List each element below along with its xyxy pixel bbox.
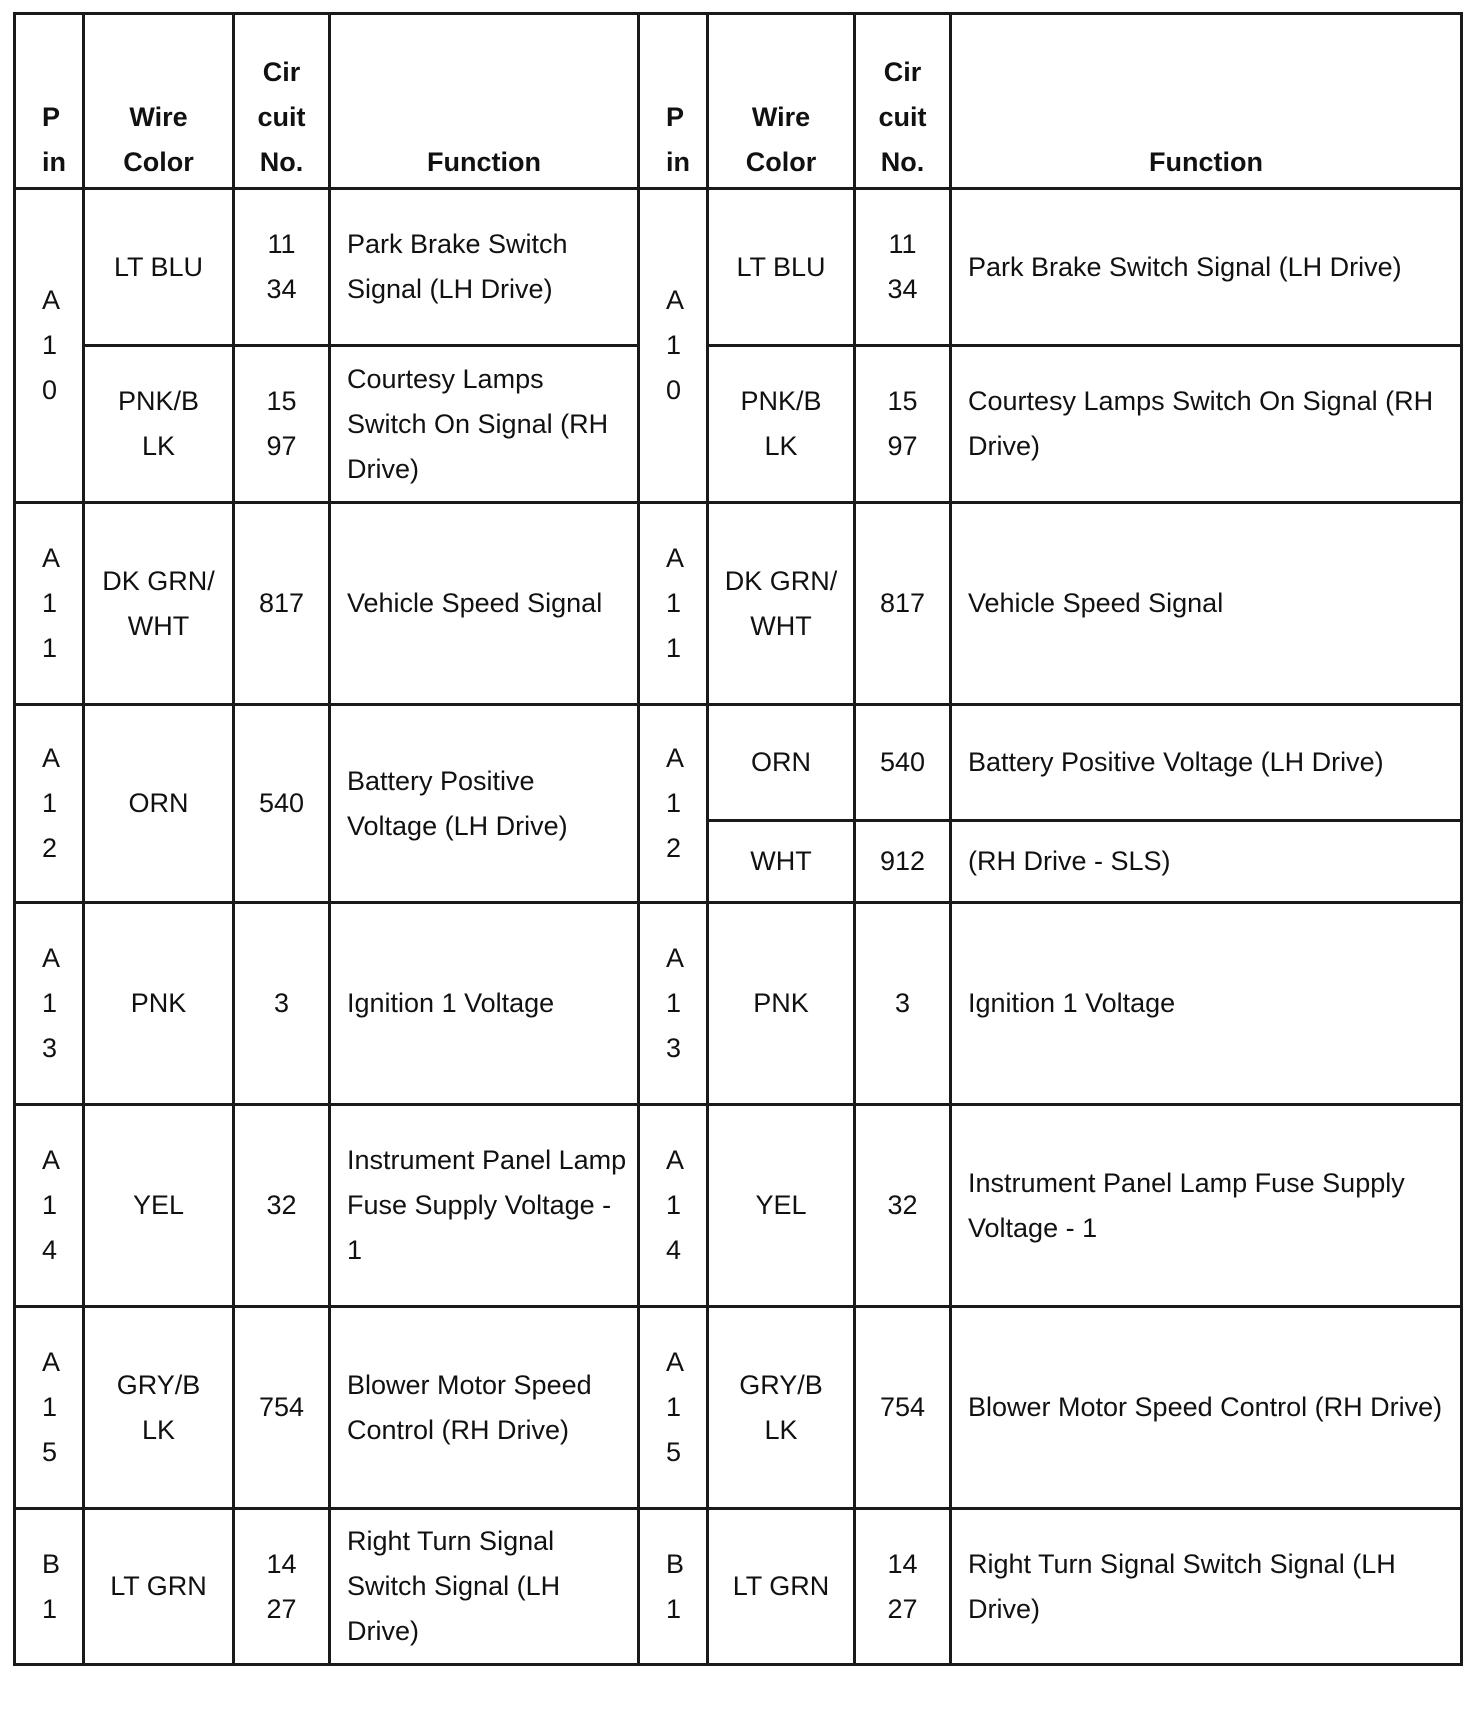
connector-pinout-table-container [13, 12, 1460, 1714]
header-function-right: Function [951, 14, 1462, 189]
table-row [15, 903, 1462, 1105]
wire-color-cell-right: PNK [708, 903, 855, 1105]
circuit-no-cell-left: 540 [234, 705, 330, 903]
function-cell-right: (RH Drive - SLS) [951, 821, 1462, 903]
pin-cell-left: A 1 2 [15, 705, 84, 903]
table-row [15, 346, 1462, 503]
table-row [15, 503, 1462, 705]
wire-color-cell-right: PNK/B LK [708, 346, 855, 503]
circuit-no-cell-right: 11 34 [855, 189, 951, 346]
circuit-no-cell-right: 32 [855, 1105, 951, 1307]
pin-cell-left: A 1 3 [15, 903, 84, 1105]
table-row [15, 705, 1462, 821]
wire-color-cell-left: PNK/B LK [84, 346, 234, 503]
function-cell-right: Courtesy Lamps Switch On Signal (RH Drive) [951, 346, 1462, 503]
header-wire-color-right: Wire Color [708, 14, 855, 189]
wire-color-cell-left: DK GRN/ WHT [84, 503, 234, 705]
table-row [15, 1509, 1462, 1665]
function-cell-right: Vehicle Speed Signal [951, 503, 1462, 705]
pin-cell-left: B 1 [15, 1509, 84, 1665]
table-row [15, 1105, 1462, 1307]
wire-color-cell-left: GRY/B LK [84, 1307, 234, 1509]
header-pin-right: P in [639, 14, 708, 189]
wire-color-cell-right: LT GRN [708, 1509, 855, 1665]
header-circuit-no-left: Cir cuit No. [234, 14, 330, 189]
function-cell-left: Blower Motor Speed Control (RH Drive) [330, 1307, 639, 1509]
pin-cell-right: A 1 1 [639, 503, 708, 705]
function-cell-right: Blower Motor Speed Control (RH Drive) [951, 1307, 1462, 1509]
circuit-no-cell-right: 754 [855, 1307, 951, 1509]
function-cell-left: Ignition 1 Voltage [330, 903, 639, 1105]
circuit-no-cell-left: 15 97 [234, 346, 330, 503]
circuit-no-cell-left: 3 [234, 903, 330, 1105]
wire-color-cell-left: YEL [84, 1105, 234, 1307]
circuit-no-cell-left: 11 34 [234, 189, 330, 346]
function-cell-left: Instrument Panel Lamp Fuse Supply Voltage - 1 [330, 1105, 639, 1307]
circuit-no-cell-right: 817 [855, 503, 951, 705]
function-cell-left: Vehicle Speed Signal [330, 503, 639, 705]
circuit-no-cell-left: 754 [234, 1307, 330, 1509]
wire-color-cell-right: LT BLU [708, 189, 855, 346]
wire-color-cell-right: GRY/B LK [708, 1307, 855, 1509]
connector-pinout-table [13, 12, 1463, 1666]
circuit-no-cell-left: 32 [234, 1105, 330, 1307]
circuit-no-cell-right: 15 97 [855, 346, 951, 503]
table-row [15, 189, 1462, 346]
pin-cell-left: A 1 0 [15, 189, 84, 503]
header-pin-left: P in [15, 14, 84, 189]
wire-color-cell-right: DK GRN/ WHT [708, 503, 855, 705]
wire-color-cell-right: ORN [708, 705, 855, 821]
function-cell-left: Battery Positive Voltage (LH Drive) [330, 705, 639, 903]
wire-color-cell-left: LT GRN [84, 1509, 234, 1665]
pin-cell-right: A 1 5 [639, 1307, 708, 1509]
wire-color-cell-left: LT BLU [84, 189, 234, 346]
circuit-no-cell-right: 912 [855, 821, 951, 903]
pin-cell-left: A 1 5 [15, 1307, 84, 1509]
function-cell-left: Park Brake Switch Signal (LH Drive) [330, 189, 639, 346]
function-cell-right: Right Turn Signal Switch Signal (LH Drive) [951, 1509, 1462, 1665]
header-function-left: Function [330, 14, 639, 189]
header-circuit-no-right: Cir cuit No. [855, 14, 951, 189]
wire-color-cell-left: ORN [84, 705, 234, 903]
wire-color-cell-right: YEL [708, 1105, 855, 1307]
header-row [15, 14, 1462, 189]
pin-cell-right: A 1 4 [639, 1105, 708, 1307]
pin-cell-right: B 1 [639, 1509, 708, 1665]
header-wire-color-left: Wire Color [84, 14, 234, 189]
pin-cell-left: A 1 4 [15, 1105, 84, 1307]
circuit-no-cell-left: 817 [234, 503, 330, 705]
circuit-no-cell-right: 3 [855, 903, 951, 1105]
wire-color-cell-left: PNK [84, 903, 234, 1105]
table-row [15, 1307, 1462, 1509]
function-cell-right: Park Brake Switch Signal (LH Drive) [951, 189, 1462, 346]
pin-cell-right: A 1 3 [639, 903, 708, 1105]
circuit-no-cell-right: 14 27 [855, 1509, 951, 1665]
wire-color-cell-right: WHT [708, 821, 855, 903]
function-cell-right: Instrument Panel Lamp Fuse Supply Voltage - 1 [951, 1105, 1462, 1307]
pin-cell-left: A 1 1 [15, 503, 84, 705]
pin-cell-right: A 1 2 [639, 705, 708, 903]
function-cell-left: Right Turn Signal Switch Signal (LH Drive) [330, 1509, 639, 1665]
pin-cell-right: A 1 0 [639, 189, 708, 503]
function-cell-right: Battery Positive Voltage (LH Drive) [951, 705, 1462, 821]
function-cell-left: Courtesy Lamps Switch On Signal (RH Drive) [330, 346, 639, 503]
circuit-no-cell-left: 14 27 [234, 1509, 330, 1665]
circuit-no-cell-right: 540 [855, 705, 951, 821]
function-cell-right: Ignition 1 Voltage [951, 903, 1462, 1105]
